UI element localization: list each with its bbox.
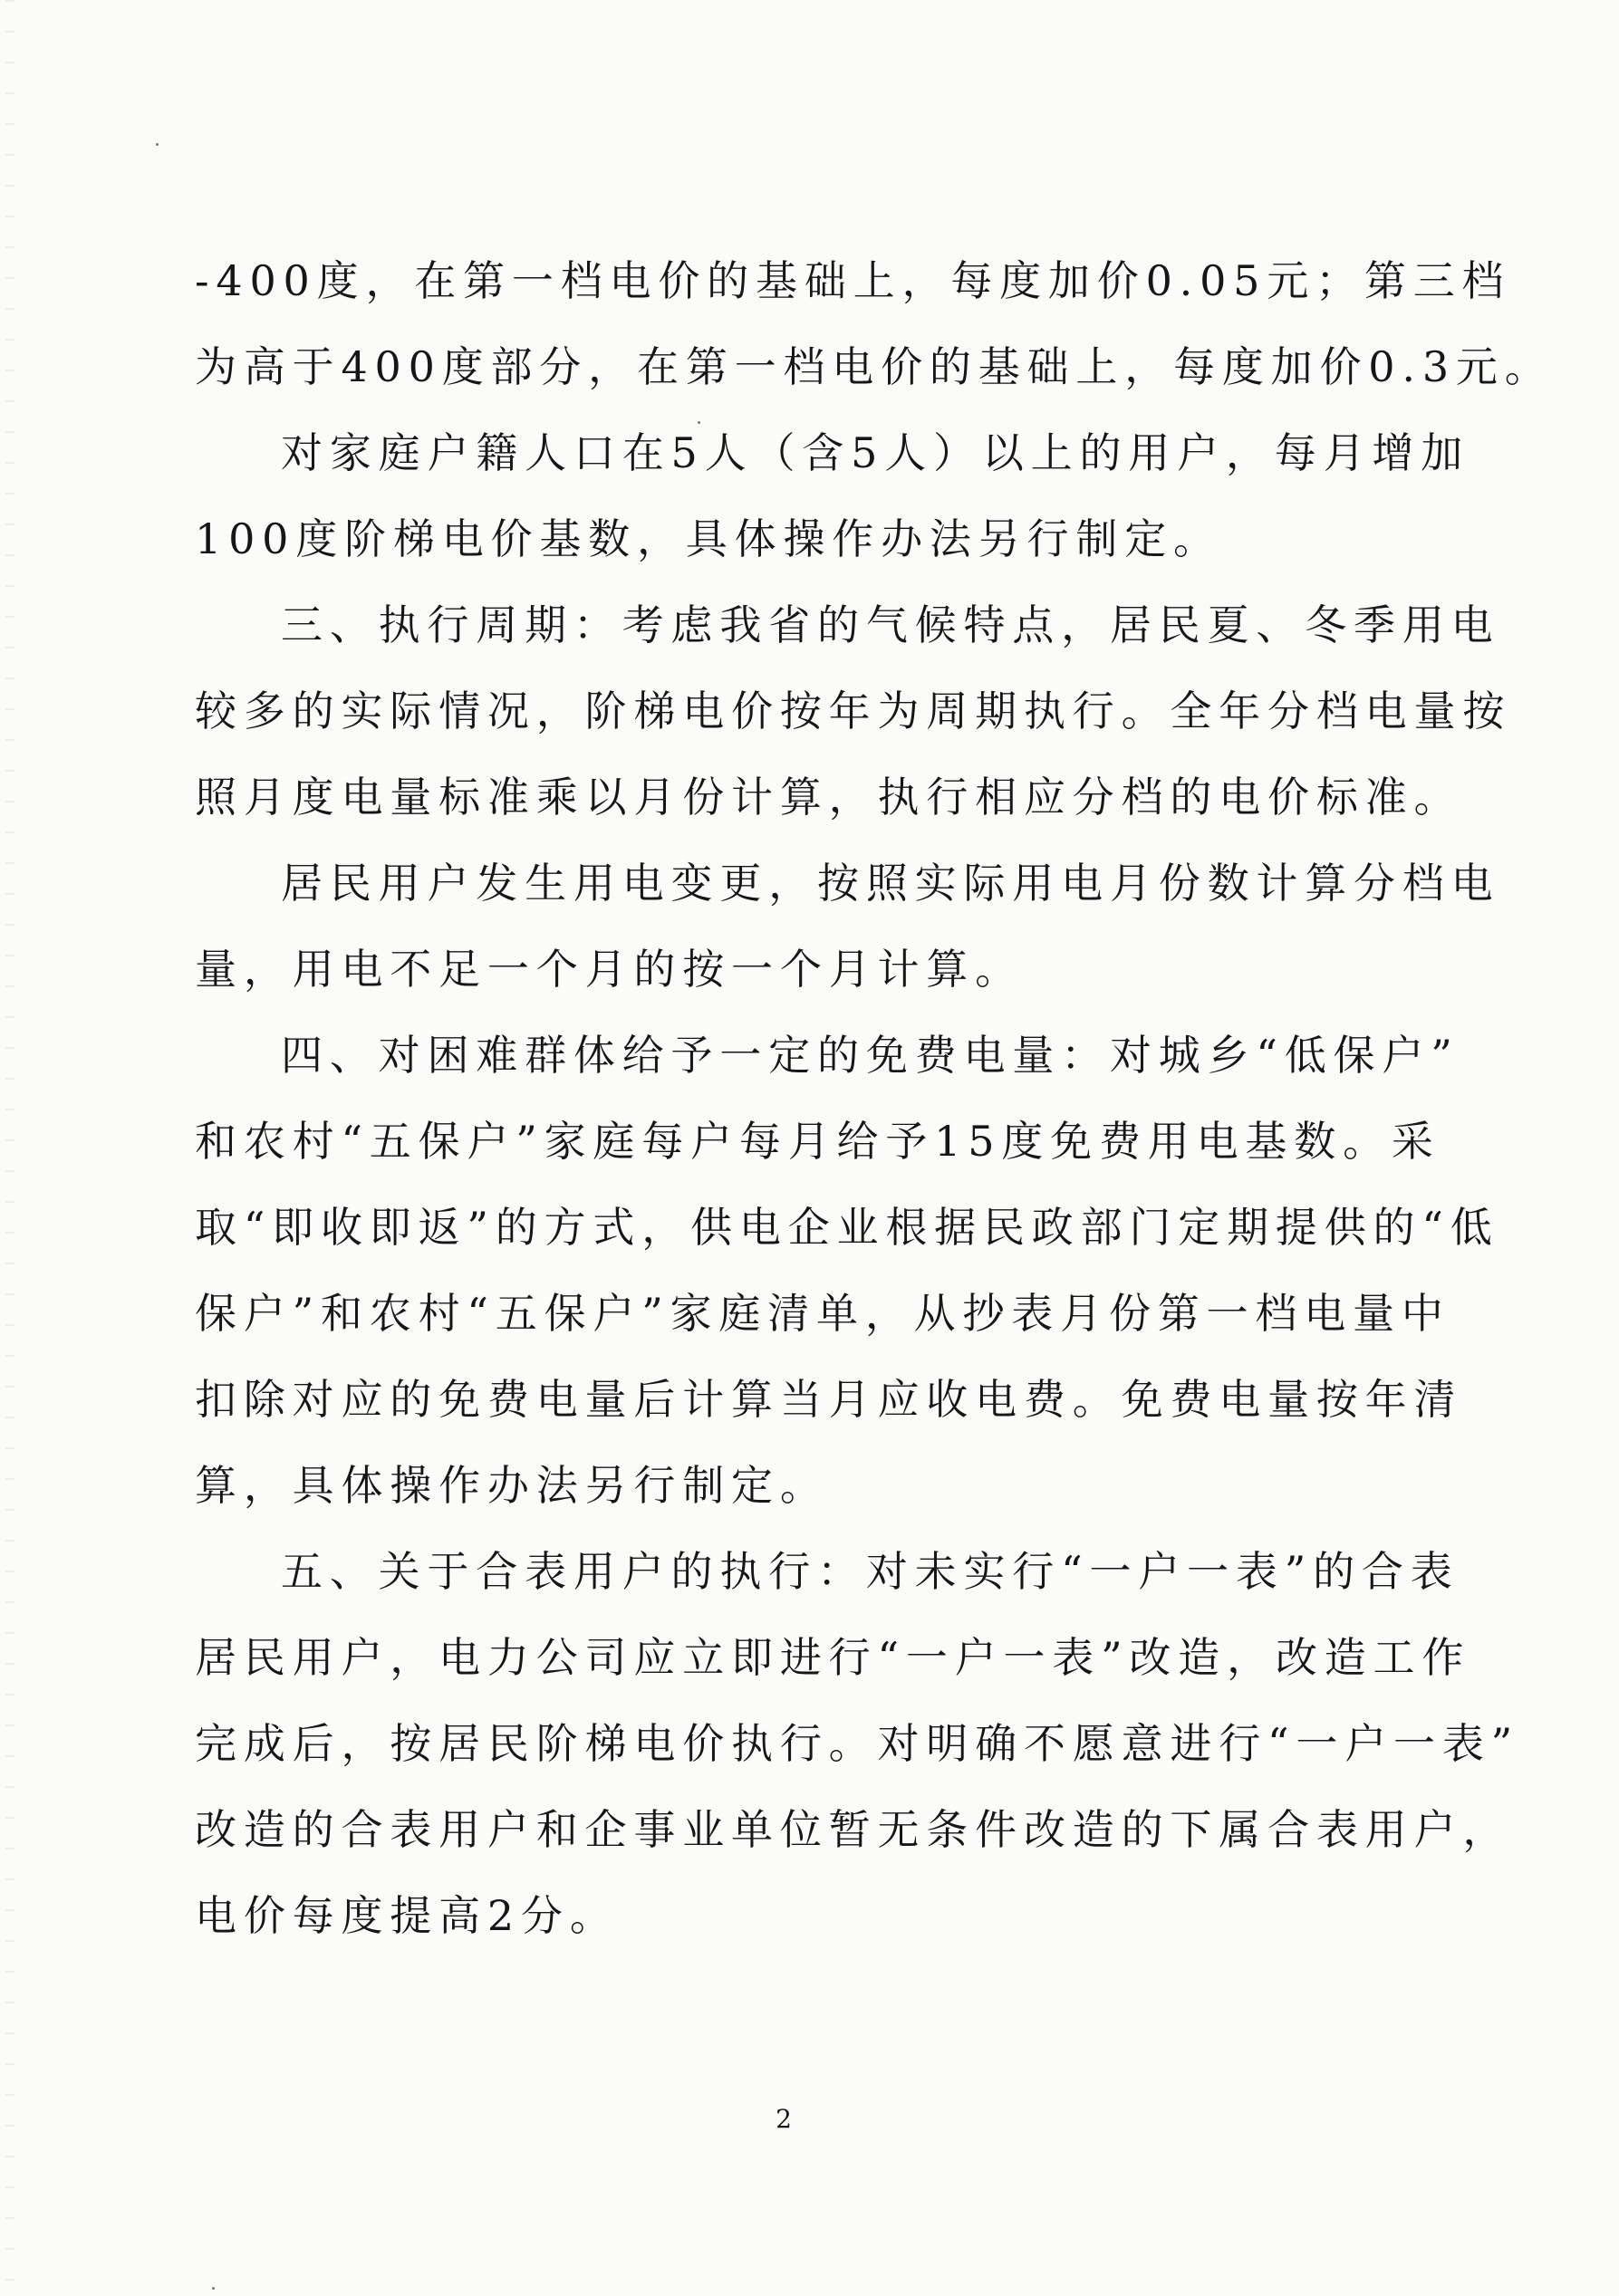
text-line-6: 较多的实际情况，阶梯电价按年为周期执行。全年分档电量按 xyxy=(195,687,1512,735)
text-line-9: 量，用电不足一个月的按一个月计算。 xyxy=(195,945,1024,994)
scan-speck xyxy=(212,2287,215,2290)
text-line-1: -400度，在第一档电价的基础上，每度加价0.05元；第三档 xyxy=(195,256,1511,305)
text-line-19: 改造的合表用户和企事业单位暂无条件改造的下属合表用户， xyxy=(195,1805,1512,1854)
page-number: 2 xyxy=(776,2104,792,2134)
text-line-18: 完成后，按居民阶梯电价执行。对明确不愿意进行“一户一表” xyxy=(195,1719,1519,1768)
text-line-12: 取“即收即返”的方式，供电企业根据民政部门定期提供的“低 xyxy=(195,1203,1499,1252)
text-line-15: 算，具体操作办法另行制定。 xyxy=(195,1461,829,1510)
text-line-13: 保户”和农村“五保户”家庭清单，从抄表月份第一档电量中 xyxy=(195,1289,1450,1338)
text-line-3: 对家庭户籍人口在5人（含5人）以上的用户，每月增加 xyxy=(281,428,1470,477)
text-line-20: 电价每度提高2分。 xyxy=(195,1891,619,1940)
text-line-8: 居民用户发生用电变更，按照实际用电月份数计算分档电 xyxy=(281,859,1500,908)
scan-edge-marks xyxy=(5,0,14,2296)
text-line-7: 照月度电量标准乘以月份计算，执行相应分档的电价标准。 xyxy=(195,773,1463,821)
text-line-4: 100度阶梯电价基数，具体操作办法另行制定。 xyxy=(195,514,1222,563)
text-line-2: 为高于400度部分，在第一档电价的基础上，每度加价0.3元。 xyxy=(195,342,1554,391)
scan-speck xyxy=(156,143,159,146)
scan-speck xyxy=(698,421,700,424)
text-line-11: 和农村“五保户”家庭每户每月给予15度免费用电基数。采 xyxy=(195,1117,1441,1166)
text-line-16: 五、关于合表用户的执行：对未实行“一户一表”的合表 xyxy=(281,1547,1460,1596)
text-line-10: 四、对困难群体给予一定的免费电量：对城乡“低保户” xyxy=(281,1031,1460,1080)
text-line-14: 扣除对应的免费电量后计算当月应收电费。免费电量按年清 xyxy=(195,1375,1463,1424)
text-line-17: 居民用户，电力公司应立即进行“一户一表”改造，改造工作 xyxy=(195,1633,1471,1682)
text-line-5: 三、执行周期：考虑我省的气候特点，居民夏、冬季用电 xyxy=(281,600,1500,649)
